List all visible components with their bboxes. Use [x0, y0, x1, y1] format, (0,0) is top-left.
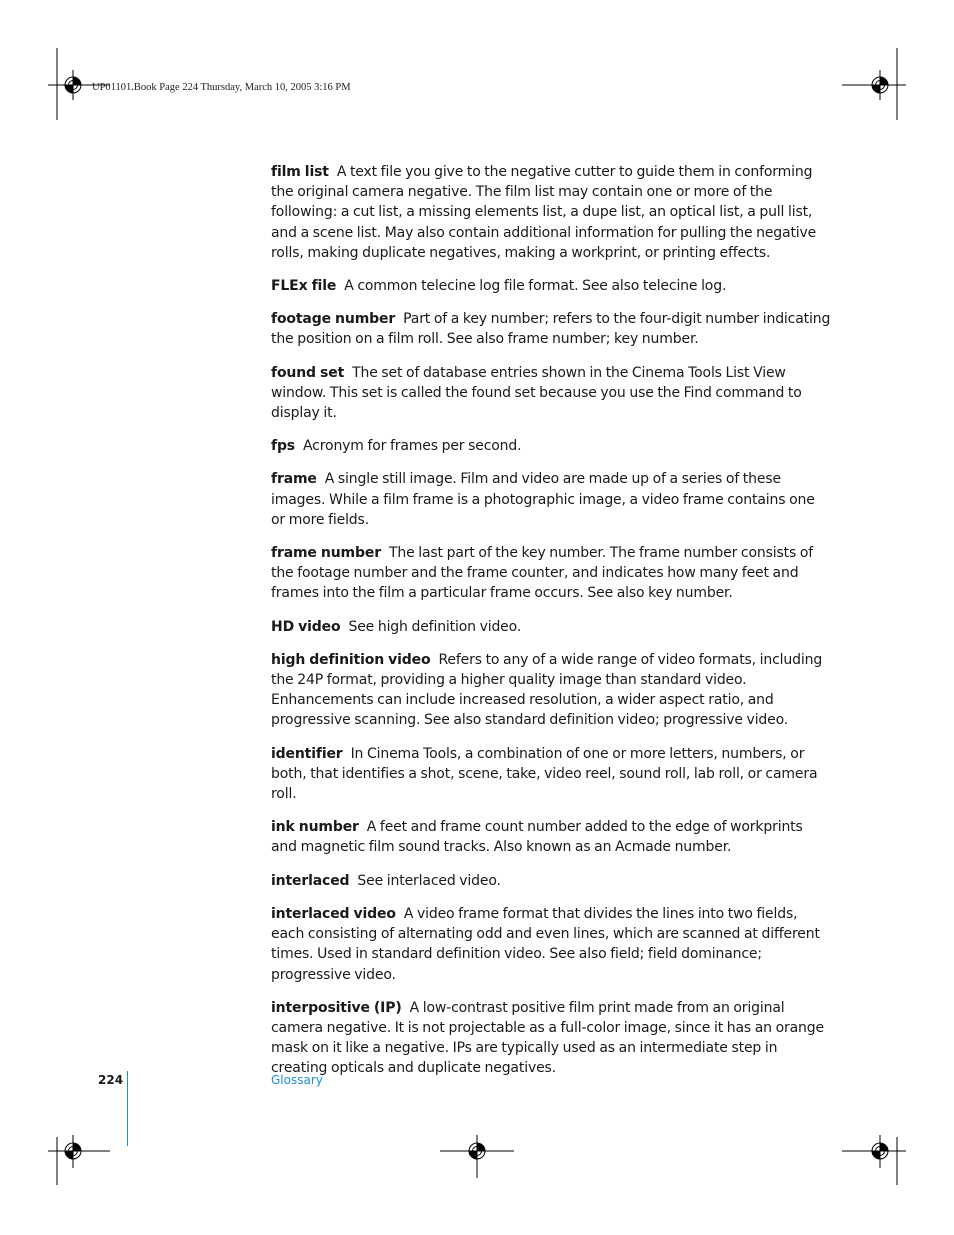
glossary-definition: A single still image. Film and video are made up of a series of these images. While a film frame is a photographic image, a video frame contains one or more fields.	[271, 471, 815, 528]
glossary-definition: The last part of the key number. The frame number consists of the footage number and the frame counter, and indicates how many feet and frames into the film a particular frame occurs. See also key number.	[271, 545, 814, 602]
glossary-term: found set	[271, 364, 345, 381]
glossary-definition: In Cinema Tools, a combination of one or more letters, numbers, or both, that identifies a shot, scene, take, video reel, sound roll, lab roll, or camera roll.	[271, 745, 818, 803]
glossary-entry	[271, 998, 831, 1079]
glossary-definition: A common telecine log file format. See also telecine log.	[344, 278, 727, 295]
glossary-definition: Acronym for frames per second.	[303, 438, 522, 455]
print-slug: UP01101.Book Page 224 Thursday, March 10, 2005 3:16 PM	[92, 82, 351, 93]
glossary-definition: See high definition video.	[348, 618, 522, 635]
glossary-term: interlaced video	[271, 905, 396, 922]
glossary-term: interlaced	[271, 872, 350, 889]
glossary-term: footage number	[271, 311, 396, 328]
glossary-entry	[271, 744, 831, 805]
glossary-term: fps	[271, 438, 295, 455]
glossary-definition: Refers to any of a wide range of video formats, including the 24P format, providing a higher quality image than standard video. Enhancements can include increased resolution, a wider aspect ratio, and progressive scanning. See also standard definition video; progressive video.	[271, 651, 823, 729]
glossary-entry	[271, 309, 831, 349]
glossary-entry	[271, 469, 831, 530]
glossary-entry	[271, 817, 831, 857]
glossary-term: HD video	[271, 618, 341, 635]
section-title: Glossary	[271, 1073, 323, 1087]
glossary-definition: A feet and frame count number added to the edge of workprints and magnetic film sound tracks. Also known as an Acmade number.	[271, 819, 803, 856]
glossary-term: FLEx file	[271, 278, 337, 295]
glossary-entry	[271, 363, 831, 424]
glossary-term: frame number	[271, 545, 381, 562]
glossary-entry	[271, 617, 831, 637]
glossary-definition: Part of a key number; refers to the four-digit number indicating the position on a film roll. See also frame number; key number.	[271, 311, 831, 348]
glossary-entry	[271, 904, 831, 985]
glossary-term: interpositive (IP)	[271, 999, 402, 1016]
glossary-entries	[271, 162, 831, 1092]
glossary-term: identifier	[271, 745, 343, 762]
glossary-term: ink number	[271, 819, 359, 836]
glossary-definition: The set of database entries shown in the Cinema Tools List View window. This set is called the found set because you use the Find command to display it.	[271, 364, 802, 422]
glossary-definition: A low-contrast positive film print made from an original camera negative. It is not projectable as a full-color image, since it has an orange mask on it like a negative. IPs are typically used as an intermediate step in creating opticals and duplicate negatives.	[271, 999, 824, 1077]
glossary-definition: A video frame format that divides the lines into two fields, each consisting of alternating odd and even lines, which are scanned at different times. Used in standard definition video. See also field; field dominance; progressive video.	[271, 905, 820, 983]
glossary-entry	[271, 436, 831, 456]
glossary-term: film list	[271, 164, 329, 180]
glossary-entry	[271, 543, 831, 604]
glossary-term: high definition video	[271, 651, 431, 668]
glossary-entry	[271, 650, 831, 731]
glossary-entry	[271, 276, 831, 296]
page-number: 224	[98, 1073, 124, 1087]
glossary-entry	[271, 162, 831, 263]
glossary-entry	[271, 871, 831, 891]
glossary-term: frame	[271, 471, 317, 488]
glossary-definition: See interlaced video.	[357, 872, 501, 889]
glossary-definition: A text file you give to the negative cutter to guide them in conforming the original camera negative. The film list may contain one or more of the following: a cut list, a missing elements list, a dupe list, an optical list, a pull list, and a scene list. May also contain additional information for pulling the negative rolls, making duplicate negatives, making a workprint, or printing effects.	[271, 164, 817, 261]
footer-divider	[127, 1071, 128, 1146]
